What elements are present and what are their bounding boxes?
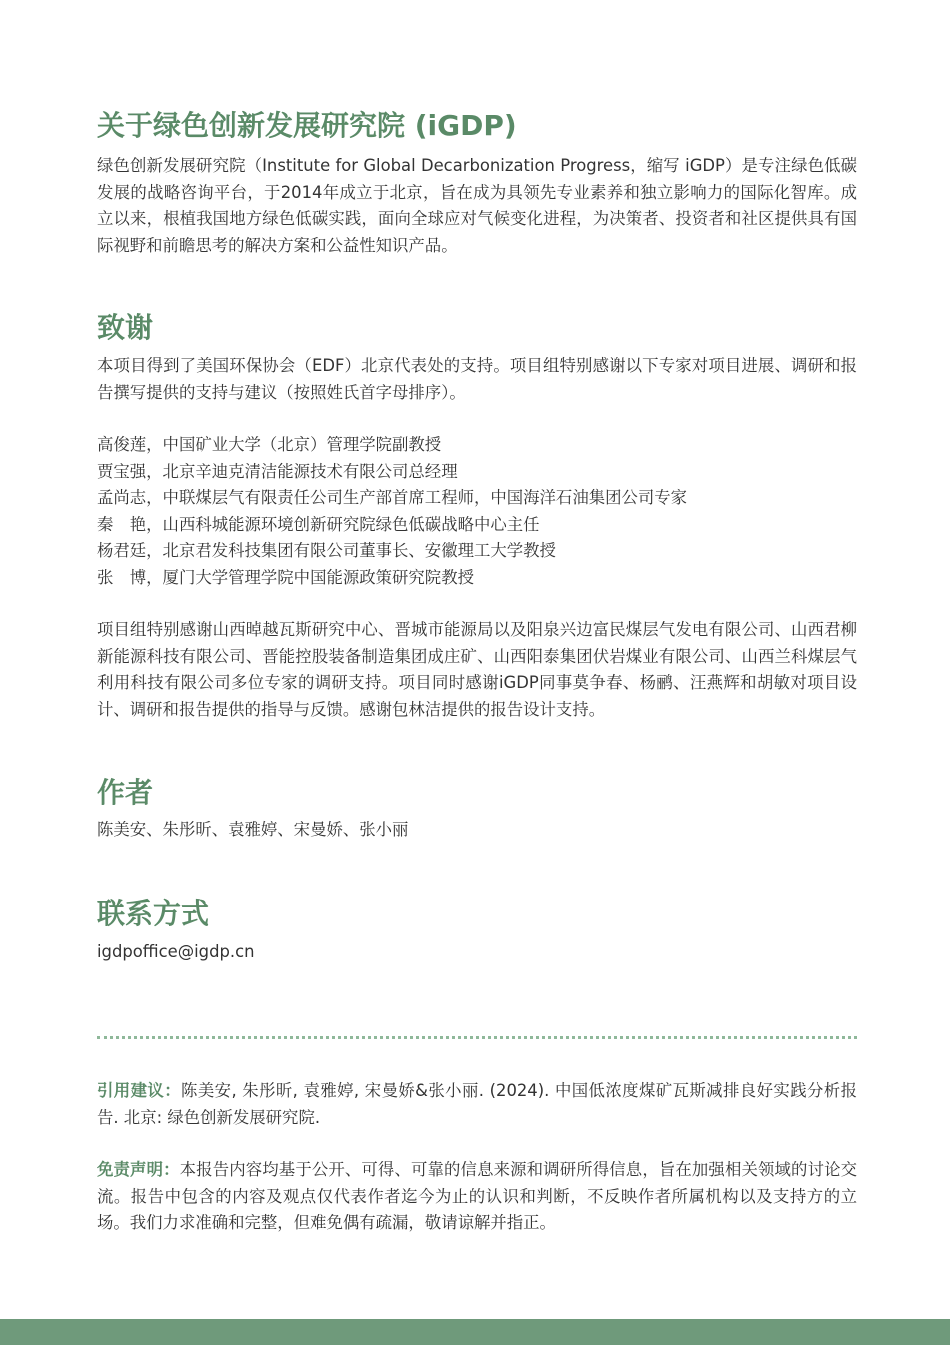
thanks-heading: 致谢 xyxy=(97,311,154,344)
about-paragraph: 绿色创新发展研究院（Institute for Global Decarbonization Progress，缩写 iGDP）是专注绿色低碳发展的战略咨询平台，于2014年成立于北京，旨在成为具领先专业素养和独立影响力的国际化智库。成立以来，根植我国地方绿色低碳实践，面向全球应对气候变化进程，为决策者、投资者和社区提供具有国际视野和前瞻思考的解决方案和公益性知识产品。 xyxy=(97,156,857,255)
footer-bar xyxy=(0,1319,950,1345)
thanks-intro: 本项目得到了美国环保协会（EDF）北京代表处的支持。项目组特别感谢以下专家对项目进展、调研和报告撰写提供的支持与建议（按照姓氏首字母排序）。 xyxy=(97,356,857,402)
disclaimer-paragraph xyxy=(97,1157,857,1237)
authors-names: 陈美安、朱彤昕、袁雅婷、宋曼娇、张小丽 xyxy=(97,820,409,839)
citation-paragraph xyxy=(97,1078,857,1131)
disclaimer-label: 免责声明 xyxy=(97,1160,164,1179)
citation-text: 陈美安, 朱彤昕, 袁雅婷, 宋曼娇&张小丽. (2024). 中国低浓度煤矿瓦斯减排良好实践分析报告. 北京: 绿色创新发展研究院. xyxy=(97,1081,858,1127)
disclaimer-separator: ： xyxy=(163,1160,180,1179)
about-heading: 关于绿色创新发展研究院 (iGDP) xyxy=(97,109,517,142)
contact-heading: 联系方式 xyxy=(97,897,210,930)
citation-label: 引用建议 xyxy=(97,1081,165,1100)
contact-email[interactable]: igdpoffice@igdp.cn xyxy=(97,942,255,961)
list-item: 高俊莲，中国矿业大学（北京）管理学院副教授 xyxy=(97,435,442,454)
disclaimer-text: 本报告内容均基于公开、可得、可靠的信息来源和调研所得信息，旨在加强相关领域的讨论交流。报告中包含的内容及观点仅代表作者迄今为止的认识和判断，不反映作者所属机构以及支持方的立场。我们力求准确和完整，但难免偶有疏漏，敬请谅解并指正。 xyxy=(97,1160,858,1232)
list-item: 张 博，厦门大学管理学院中国能源政策研究院教授 xyxy=(97,567,474,587)
authors-heading: 作者 xyxy=(97,776,154,809)
dotted-divider xyxy=(97,1036,857,1039)
list-item: 贾宝强，北京辛迪克清洁能源技术有限公司总经理 xyxy=(97,461,458,481)
thanks-closing: 项目组特别感谢山西晫越瓦斯研究中心、晋城市能源局以及阳泉兴边富民煤层气发电有限公司、山西君柳新能源科技有限公司、晋能控股装备制造集团成庄矿、山西阳泰集团伏岩煤业有限公司、山西兰科煤层气利用科技有限公司多位专家的调研支持。项目同时感谢iGDP同事莫争春、杨鹂、汪燕辉和胡敏对项目设计、调研和报告提供的指导与反馈。感谢包林洁提供的报告设计支持。 xyxy=(97,620,857,719)
citation-separator: ： xyxy=(164,1081,182,1100)
list-item: 孟尚志，中联煤层气有限责任公司生产部首席工程师，中国海洋石油集团公司专家 xyxy=(97,488,688,507)
expert-list xyxy=(97,432,857,591)
list-item: 秦 艳，山西科城能源环境创新研究院绿色低碳战略中心主任 xyxy=(97,514,540,534)
list-item: 杨君廷，北京君发科技集团有限公司董事长、安徽理工大学教授 xyxy=(97,541,556,560)
